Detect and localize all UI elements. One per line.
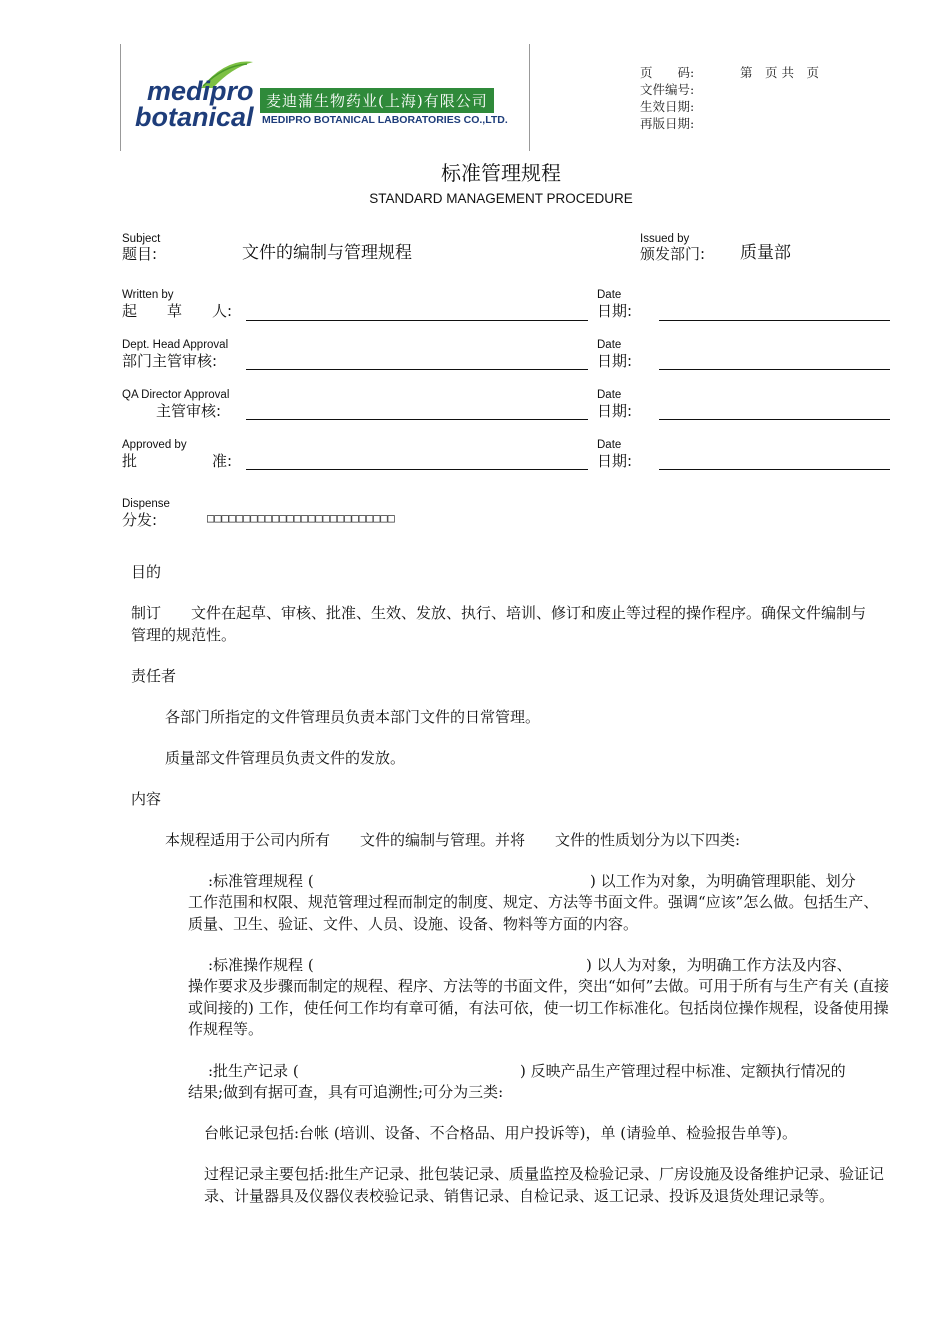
bpr-tail: ) 反映产品生产管理过程中标准、定额执行情况的 [520, 1062, 846, 1080]
approval-label: 起 草 人: [122, 302, 233, 320]
date-line[interactable] [659, 320, 890, 321]
approval-row-written [0, 289, 950, 329]
approval-label-en: Dept. Head Approval [122, 339, 229, 351]
purpose-paragraph: 制订 文件在起草、审核、批准、生效、发放、执行、培训、修订和废止等过程的操作程序。确保文件编制与管理的规范性。 [131, 604, 867, 644]
header-divider [529, 44, 530, 151]
smp-paragraph: 工作范围和权限、规范管理过程而制定的制度、规定、方法等书面文件。强调“应该”怎么做。包括生产、质量、卫生、验证、文件、人员、设施、设备、物料等方面的内容。 [188, 893, 879, 933]
approval-label: 部门主管审核: [122, 352, 218, 370]
date-line[interactable] [659, 369, 890, 370]
smp-head: :标准管理规程 ( [193, 872, 314, 890]
company-name-cn: 麦迪蒲生物药业(上海)有限公司 [260, 88, 494, 113]
dispense-label-en: Dispense [122, 498, 170, 510]
page-number-value: 第 页 共 页 [740, 65, 819, 80]
section-heading-content: 内容 [131, 790, 162, 808]
company-logo [135, 62, 260, 132]
logo-text-medipro: medipro [147, 76, 254, 106]
approval-label-en: Approved by [122, 439, 187, 451]
date-line[interactable] [659, 469, 890, 470]
signature-line[interactable] [246, 419, 588, 420]
issued-by-label: 颁发部门: [640, 245, 706, 263]
subject-value: 文件的编制与管理规程 [242, 243, 412, 263]
signature-line[interactable] [246, 320, 588, 321]
section-heading-purpose: 目的 [131, 563, 162, 581]
doc-no-label: 文件编号: [640, 82, 695, 97]
dispense-checkboxes[interactable]: □□□□□□□□□□□□□□□□□□□□□□□□□□ [207, 511, 395, 525]
approval-label: 批 准: [122, 452, 233, 470]
approval-row-qa-director [0, 389, 950, 429]
bpr-paragraph: 结果;做到有据可查，具有可追溯性;可分为三类: [188, 1083, 504, 1101]
issued-by-label-en: Issued by [640, 233, 690, 245]
date-label-en: Date [597, 389, 622, 401]
page-number-label: 页 码: [640, 65, 695, 80]
subject-label: 题目: [122, 245, 158, 263]
date-label-en: Date [597, 289, 622, 301]
ledger-records: 台帐记录包括:台帐 (培训、设备、不合格品、用户投诉等)，单 (请验单、检验报告单等)。 [204, 1124, 798, 1142]
issued-by-value: 质量部 [740, 243, 791, 263]
date-label-en: Date [597, 339, 622, 351]
page-title: 标准管理规程 [441, 161, 561, 185]
signature-line[interactable] [246, 369, 588, 370]
bpr-head: :批生产记录 ( [193, 1062, 299, 1080]
responsibility-item: 各部门所指定的文件管理员负责本部门文件的日常管理。 [165, 708, 541, 726]
effective-date-label: 生效日期: [640, 99, 695, 114]
dispense-label: 分发: [122, 511, 158, 529]
date-label: 日期: [597, 402, 633, 420]
date-line[interactable] [659, 419, 890, 420]
sop-head: :标准操作规程 ( [193, 956, 314, 974]
doc-meta [640, 64, 900, 132]
date-label: 日期: [597, 302, 633, 320]
date-label: 日期: [597, 452, 633, 470]
header-left-border [120, 44, 121, 151]
company-name-en: MEDIPRO BOTANICAL LABORATORIES CO.,LTD. [262, 114, 508, 126]
approval-label-en: Written by [122, 289, 174, 301]
subject-label-en: Subject [122, 233, 161, 245]
date-label: 日期: [597, 352, 633, 370]
sop-paragraph: 操作要求及步骤而制定的规程、程序、方法等的书面文件，突出“如何”去做。可用于所有与生产有关 (直接或间接的) 工作，使任何工作均有章可循，有法可依，使一切工作标准化。包括岗位操作规程，设备使用操作规程等。 [188, 977, 889, 1038]
page-subtitle: STANDARD MANAGEMENT PROCEDURE [369, 191, 633, 206]
smp-tail: ) 以工作为对象，为明确管理职能、划分 [590, 872, 856, 890]
approval-label-en: QA Director Approval [122, 389, 230, 401]
process-records: 过程记录主要包括:批生产记录、批包装记录、质量监控及检验记录、厂房设施及设备维护记录、验证记录、计量器具及仪器仪表校验记录、销售记录、自检记录、返工记录、投诉及退货处理记录等。 [204, 1165, 885, 1205]
reissue-date-label: 再版日期: [640, 116, 695, 131]
page-number-row [640, 64, 900, 81]
approval-row-approved [0, 439, 950, 479]
logo-text-botanical: botanical [135, 102, 254, 132]
section-heading-responsible: 责任者 [131, 667, 177, 685]
responsibility-item: 质量部文件管理员负责文件的发放。 [165, 749, 406, 767]
content-intro: 本规程适用于公司内所有 文件的编制与管理。并将 文件的性质划分为以下四类: [165, 831, 741, 849]
approval-row-dept-head [0, 339, 950, 379]
approval-label: 主管审核: [156, 402, 222, 420]
signature-line[interactable] [246, 469, 588, 470]
date-label-en: Date [597, 439, 622, 451]
sop-tail: ) 以人为对象，为明确工作方法及内容、 [586, 956, 852, 974]
